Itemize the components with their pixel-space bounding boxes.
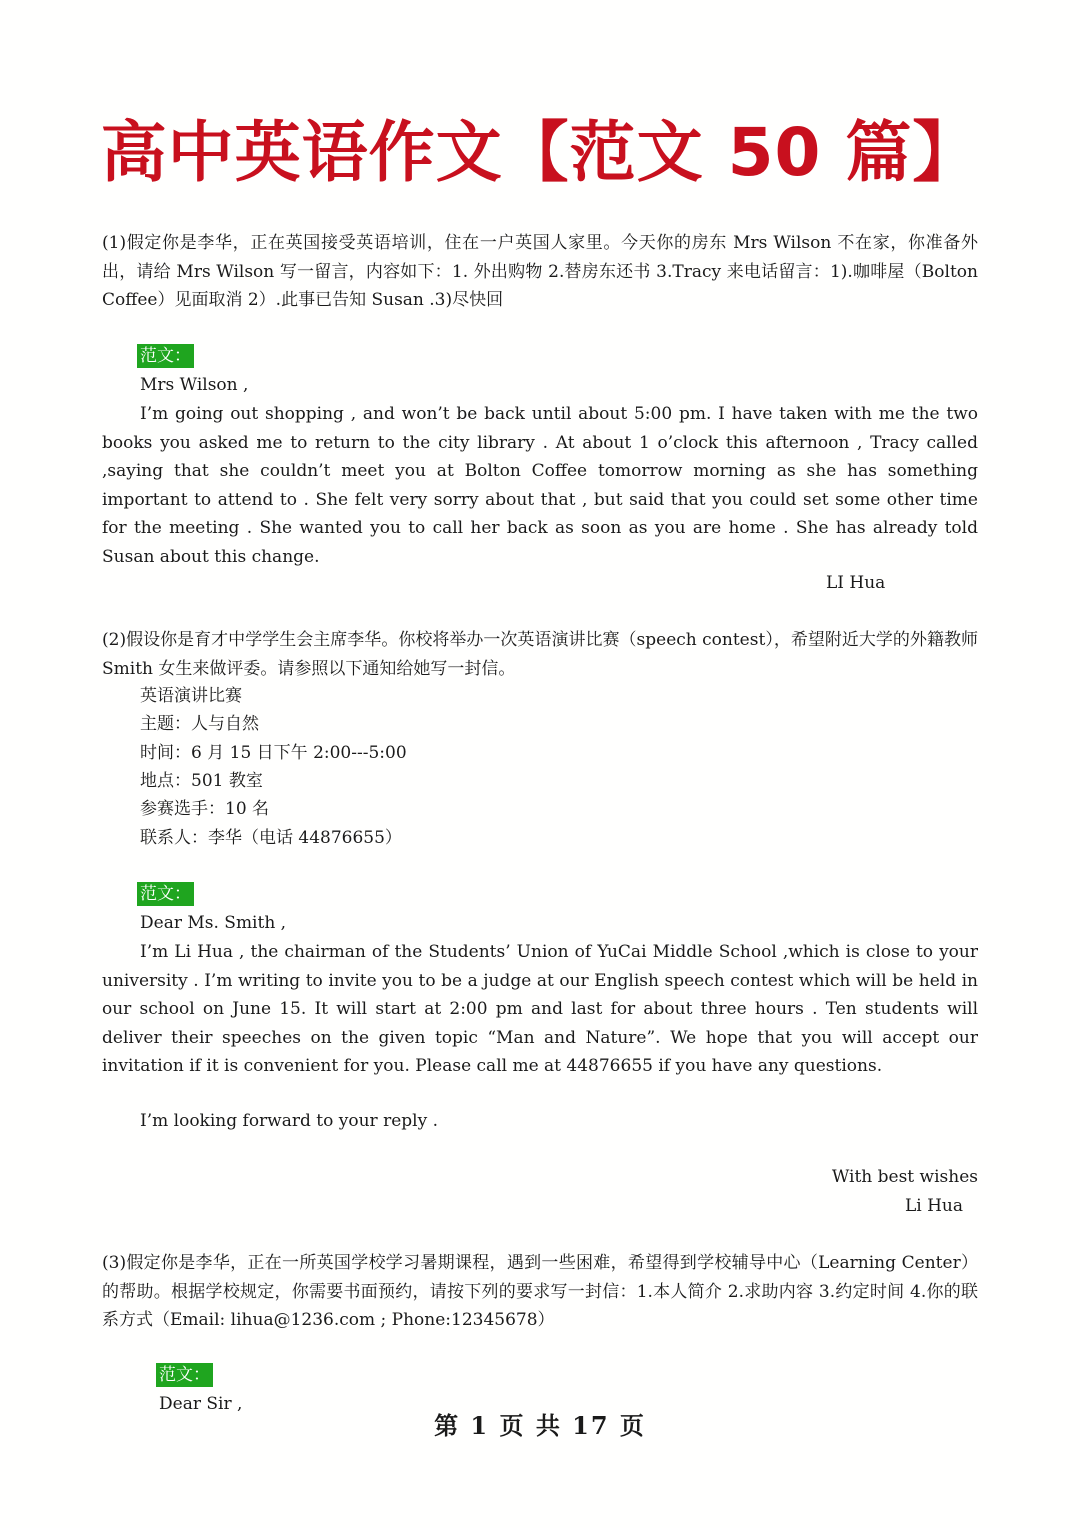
letter-1-signature: LI Hua [826, 573, 886, 593]
sample-essay-tag-2: 范文： [137, 882, 194, 906]
letter-2-salutation: Dear Ms. Smith , [140, 913, 287, 933]
letter-2-signature: Li Hua [904, 1196, 963, 1216]
notice-contact: 联系人：李华（电话 44876655） [140, 828, 402, 848]
question-3-prompt: (3)假定你是李华，正在一所英国学校学习暑期课程，遇到一些困难，希望得到学校辅导中心（Learning Center）的帮助。根据学校规定，你需要书面预约，请按下列的要求写一封信：1.本人简介 2.求助内容 3.约定时间 4.你的联系方式（Email: lihua@1236.com ; Phone:12345678） [102, 1253, 978, 1330]
page-number-footer: 第 1 页 共 17 页 [434, 1411, 646, 1440]
question-2-prompt: (2)假设你是育才中学学生会主席李华。你校将举办一次英语演讲比赛（speech contest），希望附近大学的外籍教师 Smith 女生来做评委。请参照以下通知给她写一封信。 [102, 630, 978, 679]
letter-1-body: I’m going out shopping , and won’t be back until about 5:00 pm. I have taken with me the two books you asked me to return to the city library . At about 1 o’clock this afternoon , Tracy called ,saying that she couldn’t meet you at Bolton Coffee tomorrow morning as she has something important to attend to . She felt very sorry about that , but said that you could set some other time for the meeting . She wanted you to call her back as soon as you are home . She has already told Susan about this change. [102, 404, 978, 567]
notice-heading: 英语演讲比赛 [140, 686, 242, 706]
notice-place: 地点：501 教室 [140, 771, 263, 791]
page-title: 高中英语作文【范文 50 篇】 [100, 114, 980, 191]
letter-2-closing: With best wishes [831, 1167, 978, 1187]
question-1-prompt: (1)假定你是李华，正在英国接受英语培训，住在一户英国人家里。今天你的房东 Mrs Wilson 不在家，你准备外出，请给 Mrs Wilson 写一留言，内容如下：1. 外出购物 2.替房东还书 3.Tracy 来电话留言：1).咖啡屋（Bolton Coffee）见面取消 2）.此事已告知 Susan .3)尽快回 [102, 233, 978, 310]
notice-contestants: 参赛选手：10 名 [140, 799, 270, 819]
letter-3-salutation: Dear Sir , [159, 1394, 243, 1414]
notice-topic: 主题：人与自然 [140, 714, 259, 734]
letter-2-closing-line: I’m looking forward to your reply . [140, 1111, 438, 1131]
letter-2-body: I’m Li Hua , the chairman of the Students’ Union of YuCai Middle School ,which is close to your university . I’m writing to invite you to be a judge at our English speech contest which will be held in our school on June 15. It will start at 2:00 pm and last for about three hours . Ten students will deliver their speeches on the given topic “Man and Nature”. We hope that you will accept our invitation if it is convenient for you. Please call me at 44876655 if you have any questions. [102, 942, 978, 1076]
notice-time: 时间：6 月 15 日下午 2:00---5:00 [140, 743, 407, 763]
sample-essay-tag-1: 范文： [137, 344, 194, 368]
letter-1-salutation: Mrs Wilson , [140, 375, 249, 395]
sample-essay-tag-3: 范文： [156, 1363, 213, 1387]
